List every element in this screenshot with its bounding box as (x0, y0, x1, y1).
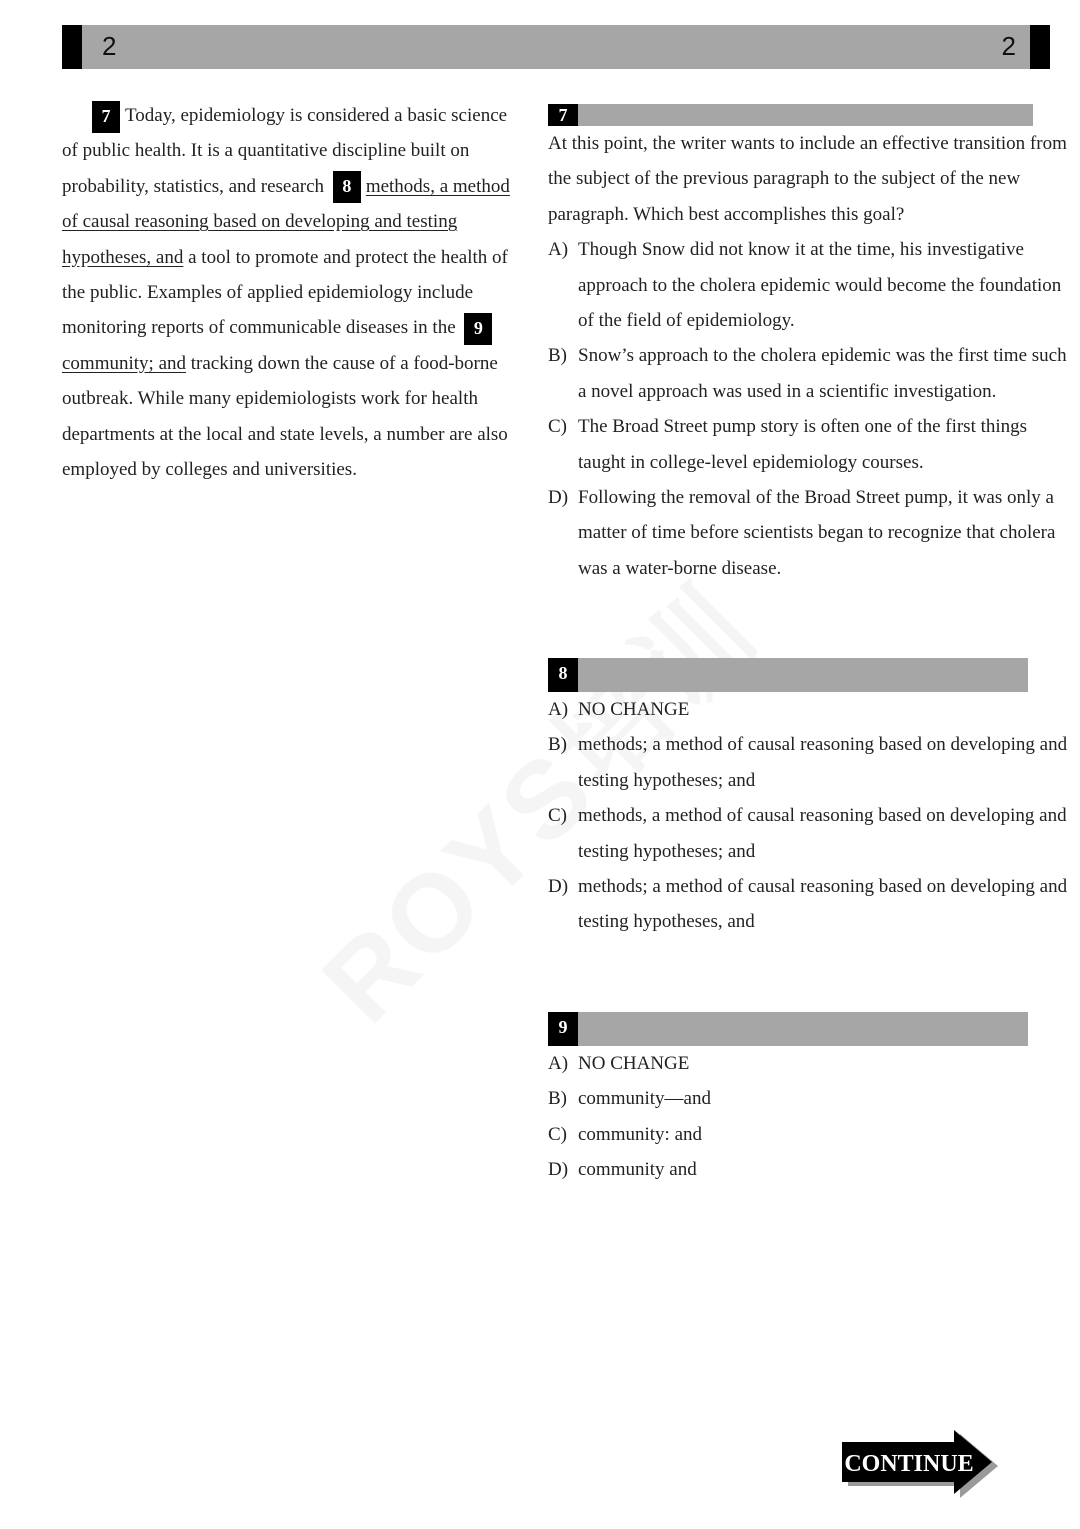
passage-marker-8[interactable]: 8 (333, 171, 361, 203)
choice-letter: D) (548, 487, 569, 509)
choice-8b[interactable] (548, 727, 1068, 798)
choice-letter: D) (548, 1159, 569, 1181)
choice-letter: A) (548, 1053, 569, 1074)
choice-text: Though Snow did not know it at the time, his investigative approach to the cholera epidemic would become the foundation of the field of epidemiology. (578, 239, 1062, 332)
question-7 (548, 104, 1068, 586)
choice-letter: A) (548, 699, 569, 720)
choice-9c[interactable] (548, 1117, 1068, 1152)
question-9-choices (548, 1046, 1068, 1188)
passage-part-2: a tool to promote and protect the health of the public. Examples of applied epidemiology include monitoring reports of communicable diseases in the (62, 246, 508, 339)
section-header-bar (62, 25, 1050, 69)
underlined-portion-9[interactable]: community; and (62, 352, 187, 374)
section-number-right: 2 (1001, 31, 1016, 61)
choice-letter: B) (548, 1088, 567, 1110)
passage-part-1: Today, epidemiology is considered a basic science of public health. It is a quantitative discipline built on probability, statistics, and research (62, 105, 508, 197)
question-9-header (548, 1012, 1028, 1046)
question-7-header (548, 104, 1033, 126)
choice-letter: D) (548, 876, 569, 898)
question-8-number: 8 (548, 658, 578, 692)
choice-9b[interactable] (548, 1081, 1068, 1116)
choice-letter: C) (548, 1123, 567, 1145)
question-8-header (548, 658, 1028, 692)
choice-letter: B) (548, 734, 567, 756)
choice-7d[interactable] (548, 480, 1068, 586)
choice-text: NO CHANGE (578, 699, 690, 720)
question-9-number: 9 (548, 1012, 578, 1046)
choice-8d[interactable] (548, 869, 1068, 940)
passage-marker-9[interactable]: 9 (464, 313, 492, 345)
choice-letter: C) (548, 805, 567, 827)
question-8-choices (548, 692, 1068, 940)
choice-letter: C) (548, 416, 567, 438)
section-number-left: 2 (102, 31, 117, 61)
choice-text: community—and (578, 1088, 711, 1110)
choice-text: methods, a method of causal reasoning based on developing and testing hypotheses; and (578, 805, 1067, 862)
passage-part-3: tracking down the cause of a food-borne outbreak. While many epidemiologists work for health departments at the local and state levels, a number are also employed by colleges and universities. (62, 352, 508, 481)
choice-text: community and (578, 1159, 697, 1181)
choice-8a[interactable] (548, 692, 1068, 727)
question-8 (548, 658, 1068, 940)
header-right-block (1030, 25, 1050, 69)
choice-text: methods; a method of causal reasoning based on developing and testing hypotheses; and (578, 734, 1068, 791)
choice-letter: A) (548, 239, 569, 261)
question-7-number: 7 (548, 104, 578, 126)
continue-label: CONTINUE (844, 1451, 974, 1477)
choice-letter: B) (548, 345, 567, 367)
choice-7b[interactable] (548, 338, 1068, 409)
question-7-choices (548, 232, 1068, 586)
header-left-block (62, 25, 82, 69)
choice-7a[interactable] (548, 232, 1068, 338)
underlined-portion-8[interactable]: methods, a method of causal reasoning based on developing and testing hypotheses, and (62, 175, 510, 268)
choice-text: The Broad Street pump story is often one of the first things taught in college-level epidemiology courses. (578, 416, 1028, 473)
question-9 (548, 1012, 1068, 1188)
question-7-stem: At this point, the writer wants to include an effective transition from the subject of the previous paragraph to the subject of the new paragraph. Which best accomplishes this goal? (548, 133, 1067, 225)
choice-8c[interactable] (548, 798, 1068, 869)
choice-9a[interactable] (548, 1046, 1068, 1081)
choice-text: community: and (578, 1123, 703, 1145)
choice-text: NO CHANGE (578, 1053, 690, 1074)
choice-7c[interactable] (548, 409, 1068, 480)
passage-marker-7[interactable]: 7 (92, 101, 120, 133)
choice-9d[interactable] (548, 1152, 1068, 1187)
continue-button[interactable] (842, 1430, 1002, 1498)
choice-text: Following the removal of the Broad Street pump, it was only a matter of time before scientists began to recognize that cholera was a water-borne disease. (578, 487, 1056, 579)
choice-text: Snow’s approach to the cholera epidemic was the first time such a novel approach was used in a scientific investigation. (578, 345, 1067, 402)
choice-text: methods; a method of causal reasoning based on developing and testing hypotheses, and (578, 876, 1068, 933)
passage-text (62, 98, 522, 487)
